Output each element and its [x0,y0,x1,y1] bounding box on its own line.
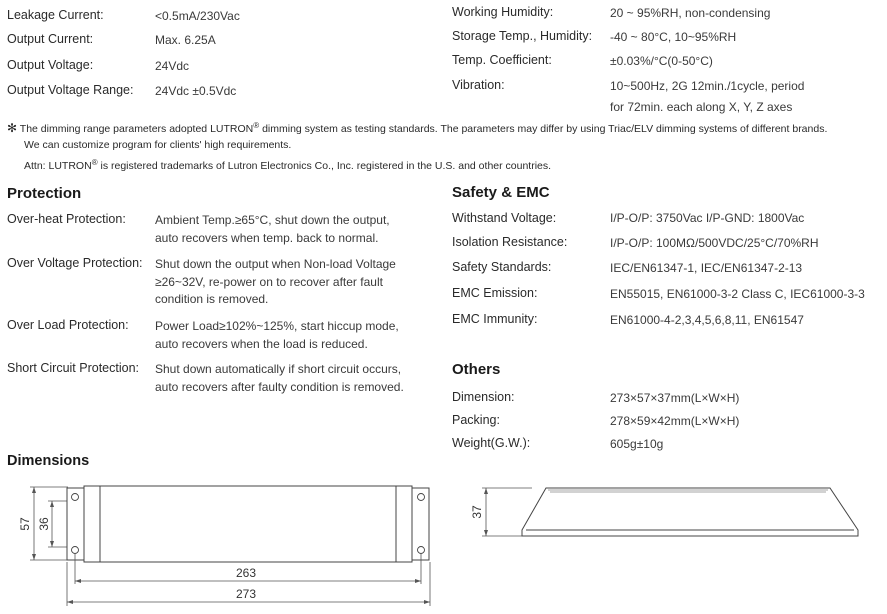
asterisk-icon: ✻ [7,121,18,135]
spec-value-voltage-range: 24Vdc ±0.5Vdc [155,84,237,98]
dim-label-57: 57 [18,517,32,531]
spec-label-storage: Storage Temp., Humidity: [452,29,593,43]
safety-label-emc-emission: EMC Emission: [452,286,538,300]
protection-value-line: ≥26~32V, re-power on to recover after fault [155,274,383,289]
dim-label-36: 36 [37,517,51,531]
protection-label-overheat: Over-heat Protection: [7,212,126,226]
protection-label-overload: Over Load Protection: [7,318,129,332]
spec-label-temp-coefficient: Temp. Coefficient: [452,53,552,67]
spec-label-vibration: Vibration: [452,78,505,92]
registered-mark-2: ® [91,158,98,167]
protection-value-line: Shut down the output when Non-load Voltage [155,257,396,271]
attn-note-post: is registered trademarks of Lutron Electronics Co., Inc. registered in the U.S. and other countries. [97,160,552,172]
others-heading: Others [452,361,501,378]
spec-label-output-current: Output Current: [7,32,94,46]
protection-value-line: auto recovers after faulty condition is removed. [155,379,404,394]
spec-label-working-humidity: Working Humidity: [452,5,554,19]
protection-label-overvoltage: Over Voltage Protection: [7,256,143,270]
spec-value-working-humidity: 20 ~ 95%RH, non-condensing [610,6,771,20]
others-value-packing: 278×59×42mm(L×W×H) [610,414,740,428]
protection-value-line: auto recovers when the load is reduced. [155,336,368,351]
others-value-dimension: 273×57×37mm(L×W×H) [610,391,740,405]
safety-value-emc-emission: EN55015, EN61000-3-2 Class C, IEC61000-3-3 [610,287,865,301]
dim-label-37: 37 [470,505,484,519]
spec-value-storage: -40 ~ 80°C, 10~95%RH [610,30,737,44]
protection-value-overload [155,318,399,353]
spec-label-leakage: Leakage Current: [7,8,104,22]
safety-value-isolation: I/P-O/P: 100MΩ/500VDC/25°C/70%RH [610,236,819,250]
customize-note: We can customize program for clients' high requirements. [24,139,292,151]
safety-label-standards: Safety Standards: [452,260,552,274]
side-view-drawing [470,478,870,548]
safety-value-withstand: I/P-O/P: 3750Vac I/P-GND: 1800Vac [610,211,805,225]
attn-note [24,158,551,172]
registered-mark: ® [253,121,260,130]
protection-value-overheat [155,212,390,247]
spec-label-output-voltage: Output Voltage: [7,58,94,72]
safety-value-emc-immunity: EN61000-4-2,3,4,5,6,8,11, EN61547 [610,313,804,327]
spec-value-output-voltage: 24Vdc [155,59,190,73]
safety-heading: Safety & EMC [452,184,550,201]
protection-value-line: Power Load≥102%~125%, start hiccup mode, [155,319,399,333]
protection-heading: Protection [7,185,82,202]
protection-label-short-circuit: Short Circuit Protection: [7,361,139,375]
protection-value-line: condition is removed. [155,292,269,306]
dim-label-273: 273 [235,587,257,601]
dim-label-263: 263 [235,566,257,580]
spec-value-leakage: <0.5mA/230Vac [155,9,240,23]
dimming-note-pre: The dimming range parameters adopted LUTRON [19,123,254,135]
protection-value-short-circuit [155,361,404,396]
others-label-packing: Packing: [452,413,500,427]
top-view-drawing [0,478,450,614]
protection-value-overvoltage [155,256,396,309]
spec-value-vibration-2: for 72min. each along X, Y, Z axes [610,100,793,114]
dimming-note [7,121,827,135]
others-label-weight: Weight(G.W.): [452,436,531,450]
protection-value-line: auto recovers when temp. back to normal. [155,230,379,245]
spec-value-vibration: 10~500Hz, 2G 12min./1cycle, period [610,79,805,93]
attn-note-pre: Attn: LUTRON [24,160,92,172]
safety-label-isolation: Isolation Resistance: [452,235,568,249]
others-label-dimension: Dimension: [452,390,515,404]
safety-label-withstand: Withstand Voltage: [452,211,557,225]
spec-value-temp-coefficient: ±0.03%/°C(0-50°C) [610,54,713,68]
spec-value-output-current: Max. 6.25A [155,33,216,47]
safety-value-standards: IEC/EN61347-1, IEC/EN61347-2-13 [610,261,803,275]
protection-value-line: Shut down automatically if short circuit occurs, [155,362,402,376]
protection-value-line: Ambient Temp.≥65°C, shut down the output, [155,213,390,227]
others-value-weight: 605g±10g [610,437,664,451]
safety-label-emc-immunity: EMC Immunity: [452,312,538,326]
spec-label-voltage-range: Output Voltage Range: [7,83,134,97]
dimensions-heading: Dimensions [7,453,90,469]
dimming-note-post: dimming system as testing standards. The parameters may differ by using Triac/ELV dimming systems of different brands. [259,123,828,135]
